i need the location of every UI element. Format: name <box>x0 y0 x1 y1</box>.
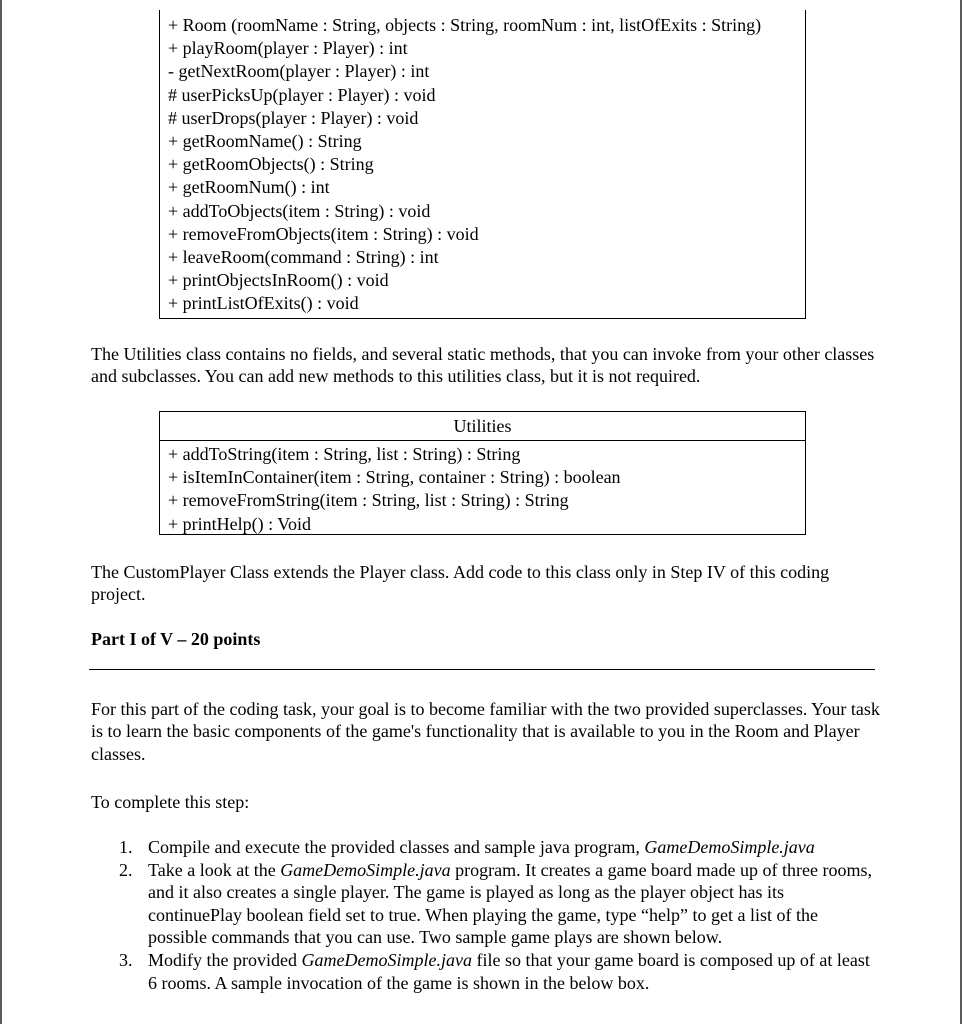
step-number: 1. <box>119 837 133 857</box>
room-member-11: + printObjectsInRoom() : void <box>168 270 389 291</box>
step-number: 2. <box>119 859 133 880</box>
room-member-8: + addToObjects(item : String) : void <box>168 200 431 221</box>
room-member-12: + printListOfExits() : void <box>168 293 359 314</box>
utilities-member-3: + printHelp() : Void <box>168 513 311 534</box>
step-text-before: Compile and execute the provided classes and sample java program, <box>148 837 645 857</box>
section-divider <box>89 669 875 670</box>
steps-list <box>91 836 881 994</box>
room-member-0: + Room (roomName : String, objects : String, roomNum : int, listOfExits : String) <box>168 15 762 35</box>
intro-paragraph: For this part of the coding task, your goal is to become familiar with the two provided superclasses. Your task is to learn the basic components of the game's functionality that is available to you in the Room and Player classes. <box>91 699 880 764</box>
room-member-1: + playRoom(player : Player) : int <box>168 38 408 59</box>
room-member-7: + getRoomNum() : int <box>168 177 330 198</box>
step-number: 3. <box>119 949 133 970</box>
step-item-3 <box>91 949 881 994</box>
utilities-member-2: + removeFromString(item : String, list : String) : String <box>168 490 569 511</box>
part-heading: Part I of V – 20 points <box>91 629 261 649</box>
step-text-before: Modify the provided <box>148 949 302 970</box>
step-filename: GameDemoSimple.java <box>644 837 815 857</box>
room-member-5: + getRoomName() : String <box>168 131 362 152</box>
step-item-1 <box>91 836 881 859</box>
room-member-4: # userDrops(player : Player) : void <box>168 107 419 128</box>
room-class-diagram <box>159 10 806 319</box>
complete-label: To complete this step: <box>91 792 250 812</box>
utilities-member-1: + isItemInContainer(item : String, container : String) : boolean <box>168 467 621 488</box>
room-member-6: + getRoomObjects() : String <box>168 154 374 175</box>
step-item-2 <box>91 859 881 949</box>
step-text-after: file so that your game board is composed up of at least 6 rooms. A sample invocation of the game is shown in the below box. <box>148 949 870 993</box>
room-member-3: # userPicksUp(player : Player) : void <box>168 84 436 105</box>
utilities-paragraph: The Utilities class contains no fields, and several static methods, that you can invoke from your other classes and subclasses. You can add new methods to this utilities class, but it is not required. <box>91 344 875 387</box>
room-member-9: + removeFromObjects(item : String) : void <box>168 223 479 244</box>
utilities-members <box>160 441 805 536</box>
step-filename: GameDemoSimple.java <box>301 949 472 970</box>
utilities-class-diagram <box>159 411 806 535</box>
step-filename: GameDemoSimple.java <box>280 859 451 880</box>
utilities-class-title: Utilities <box>160 412 805 441</box>
room-member-10: + leaveRoom(command : String) : int <box>168 247 439 268</box>
utilities-member-0: + addToString(item : String, list : String) : String <box>168 444 521 464</box>
step-text-after: program. It creates a game board made up of three rooms, and it also creates a single player. The game is played as long as the player object has its continuePlay boolean field set to true. When playing the game, type “help” to get a list of the possible commands that you can use. Two sample game plays are shown below. <box>148 859 872 948</box>
customplayer-paragraph: The CustomPlayer Class extends the Player class. Add code to this class only in Step IV of this coding project. <box>91 562 830 605</box>
room-member-2: - getNextRoom(player : Player) : int <box>168 61 430 82</box>
step-text-before: Take a look at the <box>148 859 281 880</box>
